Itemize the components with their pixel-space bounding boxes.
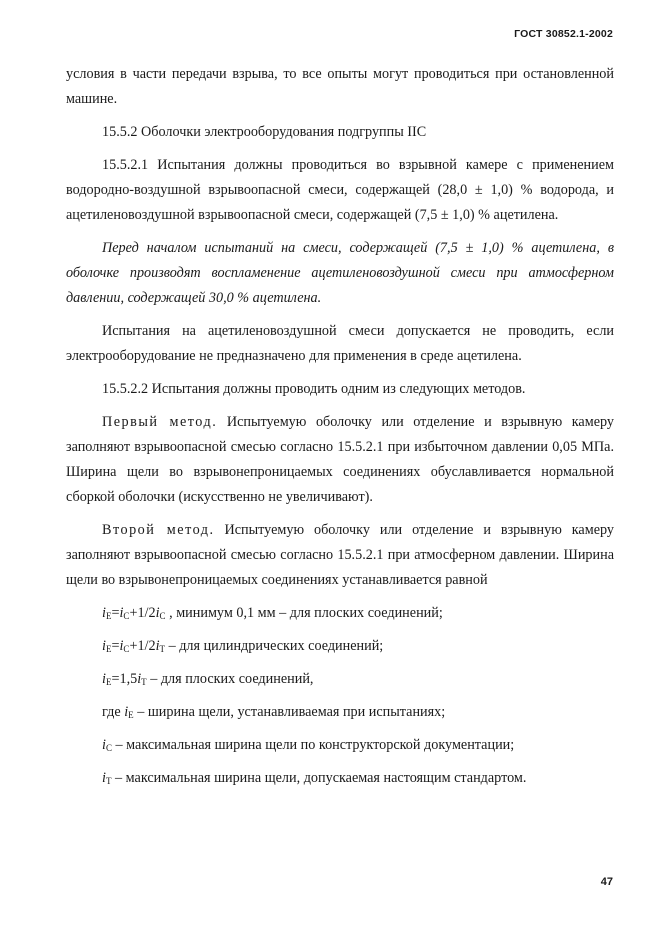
second-method-label: Второй метод. (102, 522, 215, 538)
second-method-text: Испытуемую оболочку или отделение и взрывную камеру заполняют взрывоопасной смесью согласно 15.5.2.1 при атмосферном давлении. Ширина щели во взрывонепроницаемых соединениях устанавливается равной (66, 522, 614, 588)
formula-flat-joints-alt: $i_E=1,5i_T$ – для плоских соединений, (102, 671, 314, 687)
first-method-text: Испытуемую оболочку или отделение и взрывную камеру заполняют взрывоопасной смесью согласно 15.5.2.1 при избыточном давлении 0,05 МПа. Ширина щели во взрывонепроницаемых соединениях обуславливается нормальной сборкой оболочки (искусственно не увеличивают). (66, 414, 614, 505)
section-heading-15-5-2: 15.5.2 Оболочки электрооборудования подгруппы IIC (102, 124, 427, 140)
first-method-label: Первый метод. (102, 414, 218, 430)
document-body (66, 62, 614, 799)
definition-iE: где $i_E$ – ширина щели, устанавливаемая при испытаниях; (102, 704, 446, 720)
paragraph-first-method (66, 410, 614, 510)
paragraph-15-5-2-2: 15.5.2.2 Испытания должны проводить одним из следующих методов. (102, 381, 526, 397)
page-number: 47 (600, 876, 613, 888)
document-code: ГОСТ 30852.1-2002 (514, 28, 613, 40)
paragraph-acetylene-exemption: Испытания на ацетиленовоздушной смеси допускается не проводить, если электрооборудование не предназначено для применения в среде ацетилена. (66, 323, 614, 364)
definition-iT: $i_T$ – максимальная ширина щели, допускаемая настоящим стандартом. (102, 770, 527, 786)
paragraph-continuation: условия в части передачи взрыва, то все опыты могут проводиться при остановленной машине. (66, 66, 614, 107)
paragraph-15-5-2-1: 15.5.2.1 Испытания должны проводиться во взрывной камере с применением водородно-воздушной взрывоопасной смеси, содержащей (28,0 ± 1,0) % водорода, и ацетиленовоздушной взрывоопасной смеси, содержащей (7,5 ± 1,0) % ацетилена. (66, 157, 614, 223)
paragraph-italic-note: Перед началом испытаний на смеси, содержащей (7,5 ± 1,0) % ацетилена, в оболочке производят воспламенение ацетиленовоздушной смеси при атмосферном давлении, содержащей 30,0 % ацетилена. (66, 240, 614, 306)
paragraph-second-method (66, 518, 614, 593)
formula-flat-joints: $i_E=i_C+1/2i_C$ , минимум 0,1 мм – для плоских соединений; (102, 605, 443, 621)
formula-cylindrical-joints: $i_E=i_C+1/2i_T$ – для цилиндрических соединений; (102, 638, 384, 654)
definition-iC: $i_C$ – максимальная ширина щели по конструкторской документации; (102, 737, 515, 753)
